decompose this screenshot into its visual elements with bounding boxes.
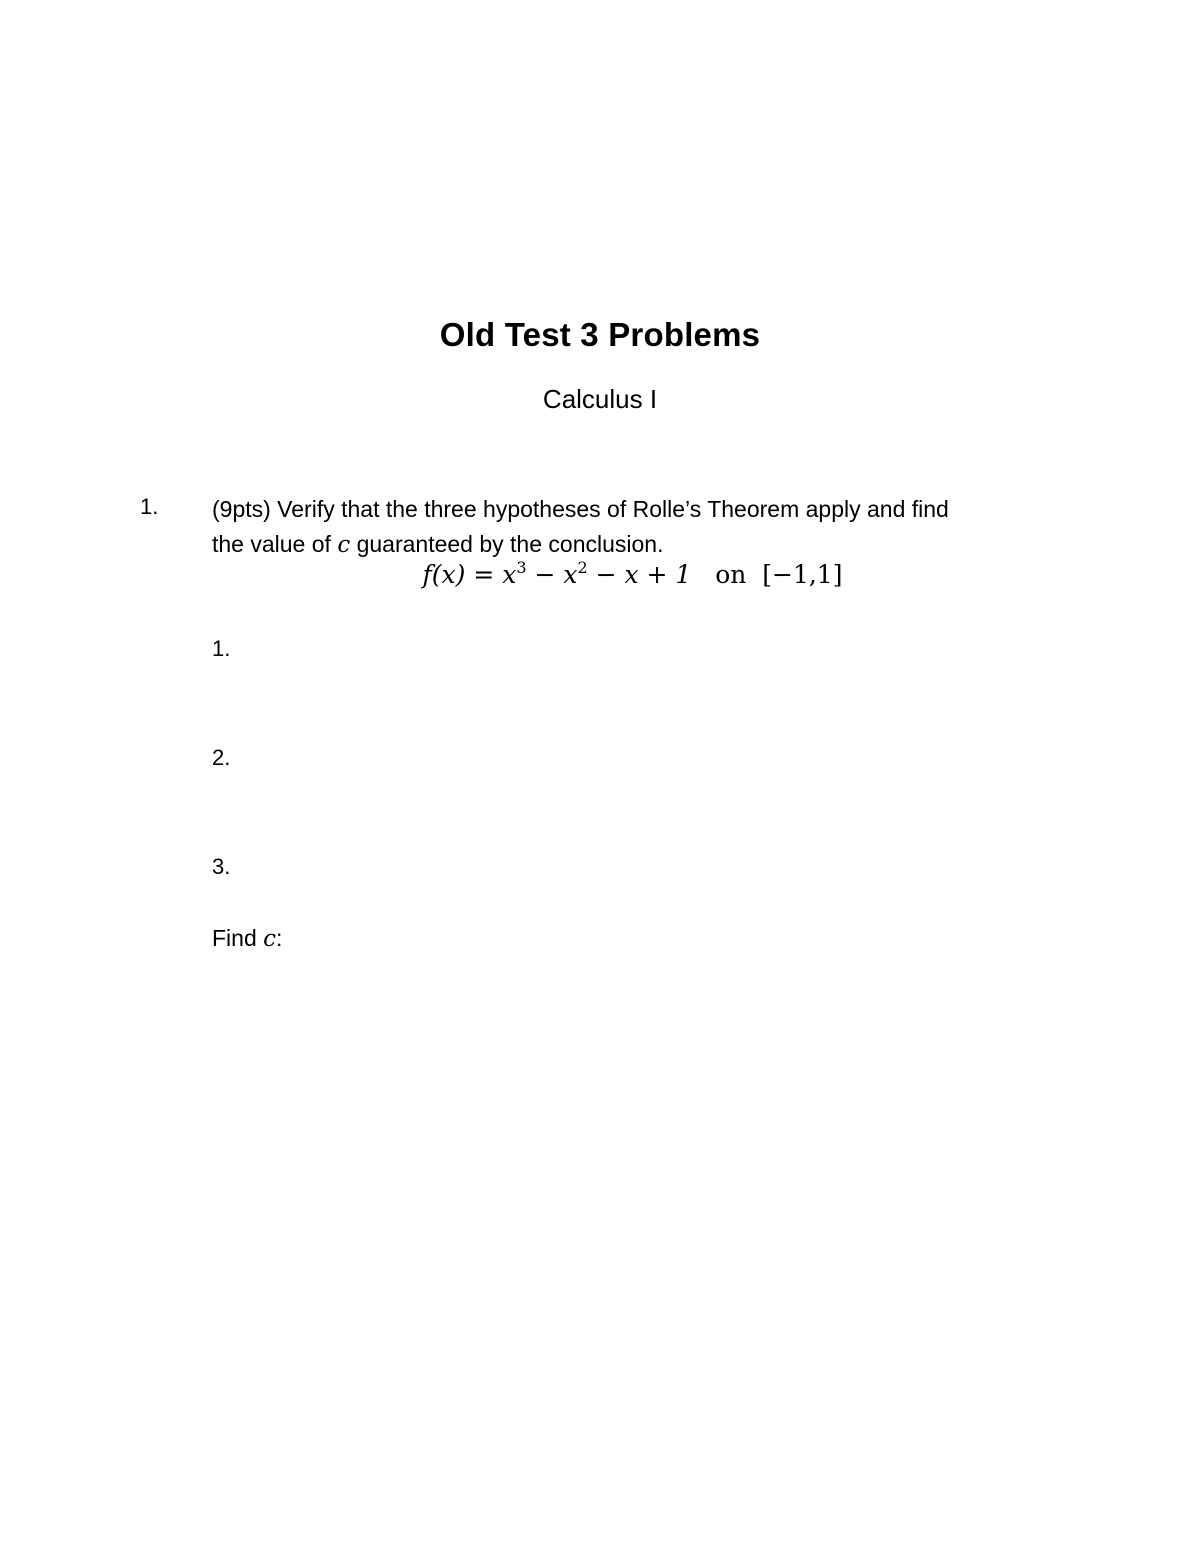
question-text-line1: (9pts) Verify that the three hypotheses of Rolle’s Theorem apply and find <box>212 496 949 522</box>
hypothesis-item-1: 1. <box>212 636 231 661</box>
equation-term1-exponent: 3 <box>516 558 527 577</box>
equation-term2-base: x <box>563 560 578 589</box>
page-title: Old Test 3 Problems <box>439 316 761 353</box>
find-c-prompt <box>212 925 282 952</box>
question-number: 1. <box>140 494 159 519</box>
find-prefix: Find <box>212 925 264 951</box>
page-subtitle: Calculus I <box>542 384 658 414</box>
hypothesis-item-3: 3. <box>212 854 231 879</box>
equation-minus: − <box>526 560 564 589</box>
question-text-line2-prefix: the value of <box>212 531 338 557</box>
question-text-line2-suffix: guaranteed by the conclusion. <box>350 531 664 557</box>
equation-term2-exponent: 2 <box>577 558 588 577</box>
equation-lhs: f(x) = <box>422 560 503 589</box>
equation-on: on <box>715 560 747 589</box>
hypothesis-item-2: 2. <box>212 745 231 770</box>
question-variable: c <box>337 532 351 558</box>
equation-rest: − x + 1 <box>587 560 692 589</box>
equation-interval: [−1,1] <box>762 560 843 589</box>
equation-term1-base: x <box>502 560 517 589</box>
find-suffix: : <box>276 925 283 951</box>
find-variable: c <box>263 926 277 952</box>
function-equation <box>0 560 1200 589</box>
question-text <box>212 492 1072 563</box>
